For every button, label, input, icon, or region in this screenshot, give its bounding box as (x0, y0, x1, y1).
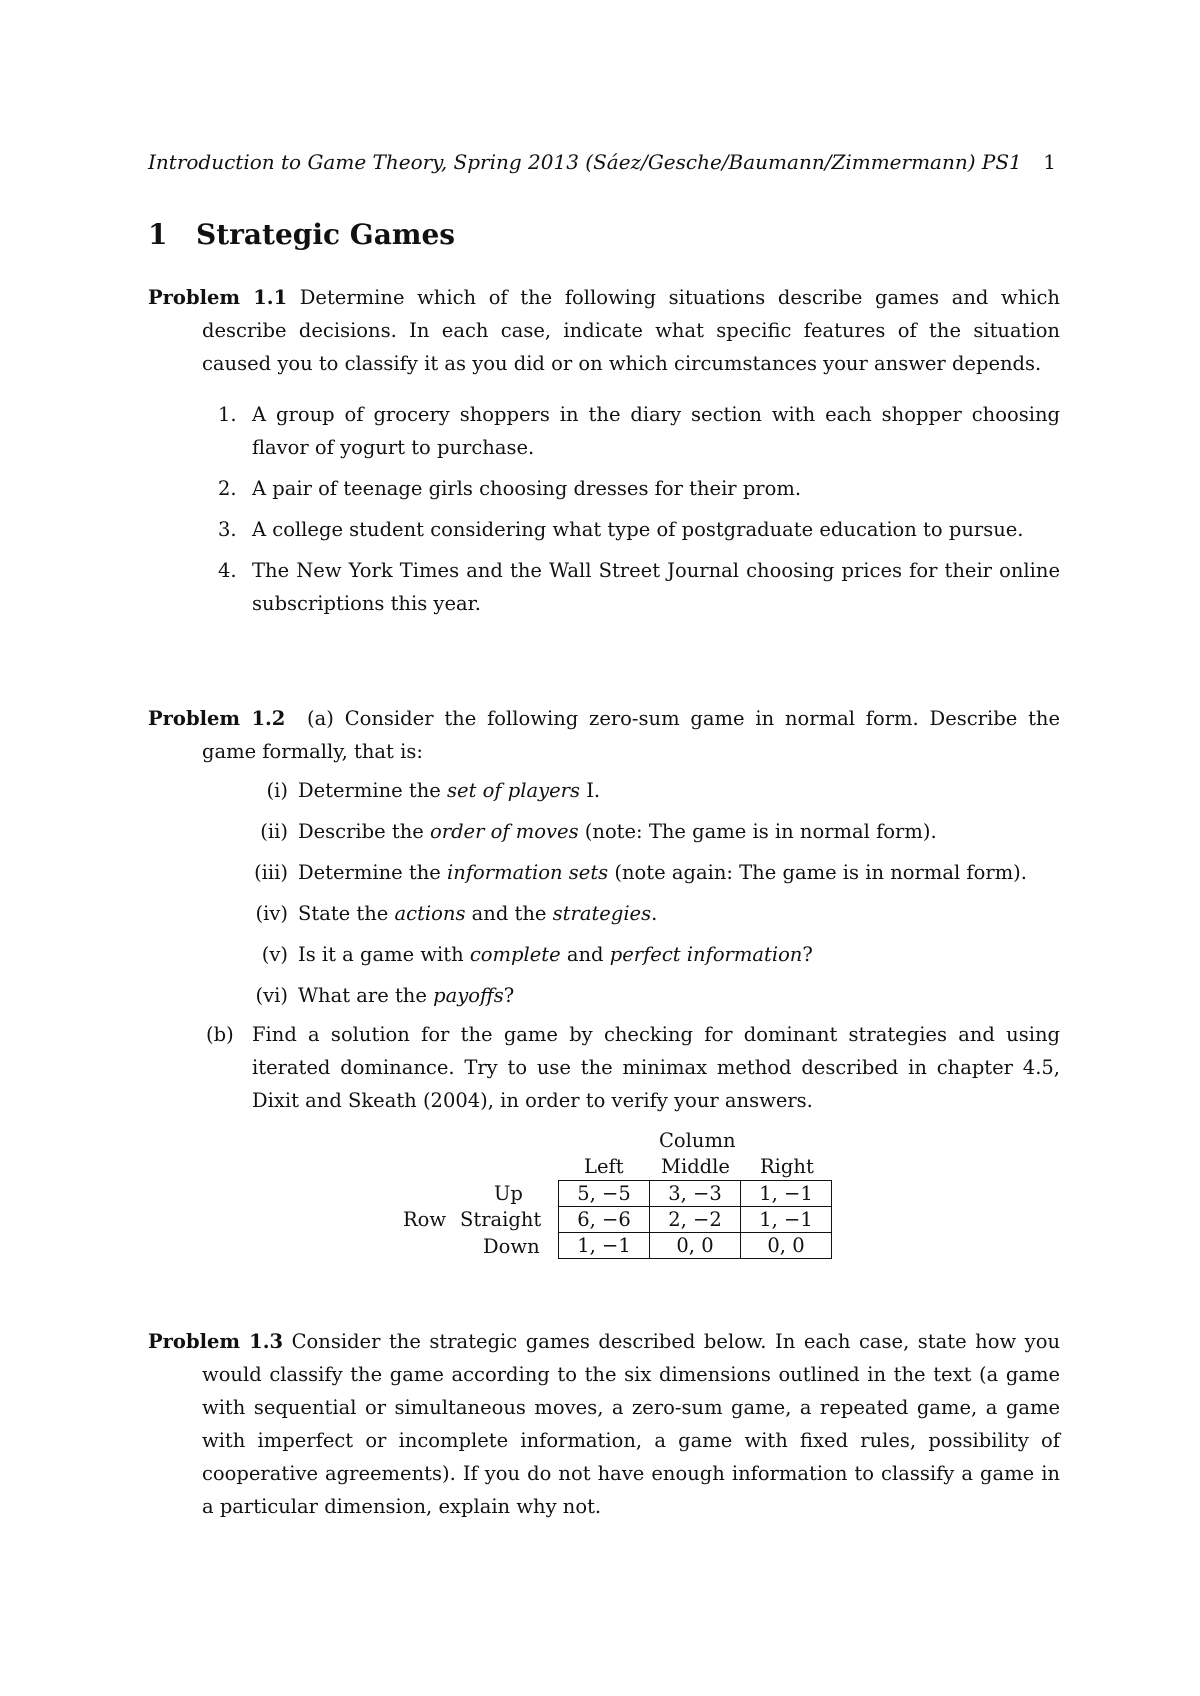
subitem (148, 854, 1060, 891)
subitem-marker: (iv) (255, 902, 288, 925)
part-a-marker: (a) (307, 707, 334, 730)
subitem-text: What are the (298, 984, 434, 1007)
list-item (148, 513, 1060, 546)
row-header-up: Up (494, 1182, 523, 1205)
list-item (148, 398, 1060, 464)
column-header-right: Right (760, 1155, 814, 1178)
payoff-cell: 1, −1 (741, 1181, 832, 1207)
problem-label: Problem 1.2 (148, 707, 286, 730)
subitem-marker: (i) (266, 779, 288, 802)
subitem-text: and the (465, 902, 553, 925)
column-player-label: Column (659, 1129, 736, 1152)
payoff-cell: 1, −1 (559, 1233, 650, 1259)
part-b-text: Find a solution for the game by checking for dominant strategies and using iterated dominance. Try to use the minimax method described in chapter 4.5, Dixit and Skeath (2004), in order to verify your answers. (252, 1023, 1060, 1112)
subitem-emphasis: perfect information (609, 943, 803, 966)
subitem-marker: (ii) (260, 820, 288, 843)
payoff-cell: 6, −6 (559, 1207, 650, 1233)
list-marker: 2. (218, 477, 237, 500)
situation-list (148, 398, 1060, 620)
subitem-emphasis: strategies (552, 902, 652, 925)
payoff-cell: 5, −5 (559, 1181, 650, 1207)
part-a-text: Consider the following zero-sum game in normal form. Describe the game formally, that is: (202, 707, 1061, 763)
subitem (148, 772, 1060, 809)
subitem (148, 977, 1060, 1014)
problem-text: Determine which of the following situations describe games and which describe decisions. In each case, indicate what specific features of the situation caused you to classify it as you did or on which circumstances your answer depends. (202, 286, 1060, 375)
payoff-cell: 0, 0 (741, 1233, 832, 1259)
list-item (148, 472, 1060, 505)
subitem-text: State the (298, 902, 395, 925)
list-item (148, 554, 1060, 620)
table-row (559, 1233, 832, 1259)
running-head-text: Introduction to Game Theory, Spring 2013 (Sáez/Gesche/Baumann/Zimmermann) PS1 (148, 150, 1022, 174)
problem-1-3 (148, 1325, 1060, 1523)
page-number: 1 (1043, 150, 1056, 174)
subitem-marker: (vi) (255, 984, 288, 1007)
problem-label: Problem 1.1 (148, 286, 288, 309)
section-title: Strategic Games (196, 218, 456, 251)
payoff-cell: 2, −2 (650, 1207, 741, 1233)
subitem-emphasis: payoffs (433, 984, 504, 1007)
list-marker: 4. (218, 559, 237, 582)
subitem-text: (note again: The game is in normal form). (608, 861, 1027, 884)
subitem-emphasis: set of players (447, 779, 580, 802)
list-item-text: A college student considering what type of postgraduate education to pursue. (252, 518, 1024, 541)
column-header-left: Left (584, 1155, 624, 1178)
table-row (559, 1207, 832, 1233)
list-item-text: A group of grocery shoppers in the diary section with each shopper choosing flavor of yogurt to purchase. (252, 403, 1060, 459)
list-item-text: A pair of teenage girls choosing dresses for their prom. (252, 477, 802, 500)
part-b-marker: (b) (206, 1023, 234, 1046)
subitem-text: I. (580, 779, 601, 802)
payoff-cell: 0, 0 (650, 1233, 741, 1259)
list-item-text: The New York Times and the Wall Street Journal choosing prices for their online subscriptions this year. (252, 559, 1060, 615)
subitem-text: ? (503, 984, 515, 1007)
payoff-table (558, 1180, 832, 1259)
problem-1-2 (148, 702, 1060, 1117)
problem-label: Problem 1.3 (148, 1330, 284, 1353)
subitem-text: . (651, 902, 658, 925)
section-heading (148, 218, 455, 251)
list-marker: 1. (218, 403, 237, 426)
subitem-text: (note: The game is in normal form). (578, 820, 937, 843)
problem-1-2-part-a (148, 702, 1060, 768)
subitem (148, 813, 1060, 850)
subitem-emphasis: actions (394, 902, 466, 925)
list-marker: 3. (218, 518, 237, 541)
subitem-text: Describe the (298, 820, 431, 843)
problem-1-1 (148, 281, 1060, 628)
subitem-text: ? (802, 943, 813, 966)
subitem-emphasis: information sets (447, 861, 609, 884)
running-header (148, 150, 1056, 174)
subitem (148, 895, 1060, 932)
problem-text: Consider the strategic games described below. In each case, state how you would classify the game according to the six dimensions outlined in the text (a game with sequential or simultaneous moves, a zero-sum game, a repeated game, a game with imperfect or incomplete information, a game with fixed rules, possibility of cooperative agreements). If you do not have enough information to classify a game in a particular dimension, explain why not. (202, 1330, 1060, 1518)
subitem-text: Determine the (298, 779, 448, 802)
subitem-text: and (560, 943, 610, 966)
row-header-down: Down (483, 1235, 540, 1258)
subitem-marker: (iii) (254, 861, 288, 884)
payoff-cell: 3, −3 (650, 1181, 741, 1207)
row-player-label: Row (403, 1208, 447, 1231)
subitem-emphasis: complete (469, 943, 561, 966)
subitem-text: Is it a game with (298, 943, 470, 966)
problem-1-1-statement (148, 281, 1060, 380)
problem-1-2-part-b (148, 1018, 1060, 1117)
subitem-emphasis: order of moves (430, 820, 579, 843)
subitem (148, 936, 1060, 973)
section-number: 1 (148, 218, 168, 251)
subitem-list (148, 772, 1060, 1014)
payoff-cell: 1, −1 (741, 1207, 832, 1233)
column-header-middle: Middle (661, 1155, 730, 1178)
row-header-straight: Straight (460, 1208, 542, 1231)
problem-1-3-statement (148, 1325, 1060, 1523)
subitem-marker: (v) (261, 943, 288, 966)
table-row (559, 1181, 832, 1207)
subitem-text: Determine the (298, 861, 448, 884)
